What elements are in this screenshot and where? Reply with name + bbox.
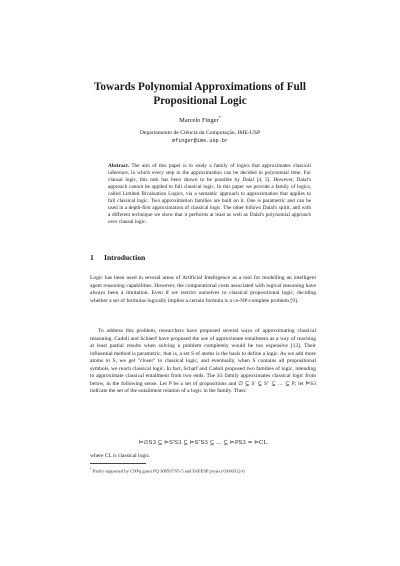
abstract-label: Abstract. xyxy=(108,163,130,169)
abstract-text: The aim of this paper is to study a family of logics that approximates classical inference, in which every step in the approximation can be decided in polynomial time. For clausal logic, this task has been shown to be possible by Dalal [4, 5]. However, Dalal's approach cannot be applied to full classical logic. In this paper we provide a family of logics, called Limited Bivaluation Logics, via a semantic approach to approximation that applies to full classical logic. Two approximation families are built on it. One is parametric and can be used in a depth-first approximation of classical logic. The other follows Dalal's spirit, and with a different technique we show that it performs at least as well as Dalal's polynomial approach over clausal logic. xyxy=(108,163,312,225)
affiliation: Departamento de Ciência da Computação, IME-USP xyxy=(139,130,261,136)
abstract xyxy=(108,163,311,226)
title-line-2: Propositional Logic xyxy=(153,95,247,107)
section-heading xyxy=(90,253,330,262)
author-email: mfinger@ime.usp.br xyxy=(171,138,229,144)
intro-paragraph-2: To address this problem, researchers have proposed several ways of approximating classical reasoning. Cadoli and Schaerf have proposed the use of approximate entailment as a way of reaching at least partial results when solving a problem completely would be too expensive [13]. Their influential method is parametric, that is, a set S of atoms is the basis to define a logic. As we add more atoms to S, we get "closer" to classical logic, and eventually, when S contains all propositional symbols, we reach classical logic. In fact, Scharf and Cadoli proposed two families of logic, intending to approximate classical entailment from two ends. The S3 family approximates classical logic from below, in the following sense. Let P be a set of propositions and ∅ ⊆ S′ ⊆ S″ ⊆ … ⊆ P; let ⊨S3 indicate the set of the entailment relation of a logic in the family. Then: xyxy=(90,328,316,395)
footnote-mark: * xyxy=(90,467,92,471)
intro-paragraph-1: Logic has been used in several areas of Artificial Intelligence as a tool for modelling an intelligent agent reasoning capabilities. However, the computational costs associated with logical reasoning have always been a limitation. Even if we restrict ourselves to classical propositional logic, deciding whether a set of formulas logically implies a certain formula is a co-NP-complete problem [9]. xyxy=(90,275,316,304)
author-name: Marcelo Finger xyxy=(179,117,219,125)
footnote-divider xyxy=(90,463,146,464)
section-title: Introduction xyxy=(104,253,146,262)
footnote-text: Partly supported by CNPq grant PQ 300597/95-5 and FAPESP project 03/00312-0. xyxy=(92,468,246,474)
author-footnote-mark: * xyxy=(218,115,221,120)
intro-paragraph-3: where CL is classical logic. xyxy=(90,453,151,459)
section-number: 1 xyxy=(90,253,94,262)
entailment-formula: ⊨∅S3 ⊆ ⊨S′S3 ⊆ ⊨S″S3 ⊆ … ⊆ ⊨PS3 = ⊨CL xyxy=(138,440,268,446)
author-line xyxy=(60,115,340,124)
footnote xyxy=(90,466,330,475)
title-line-1: Towards Polynomial Approximations of Full xyxy=(94,81,306,93)
paper-title xyxy=(60,80,340,108)
affiliation-block xyxy=(60,129,340,145)
